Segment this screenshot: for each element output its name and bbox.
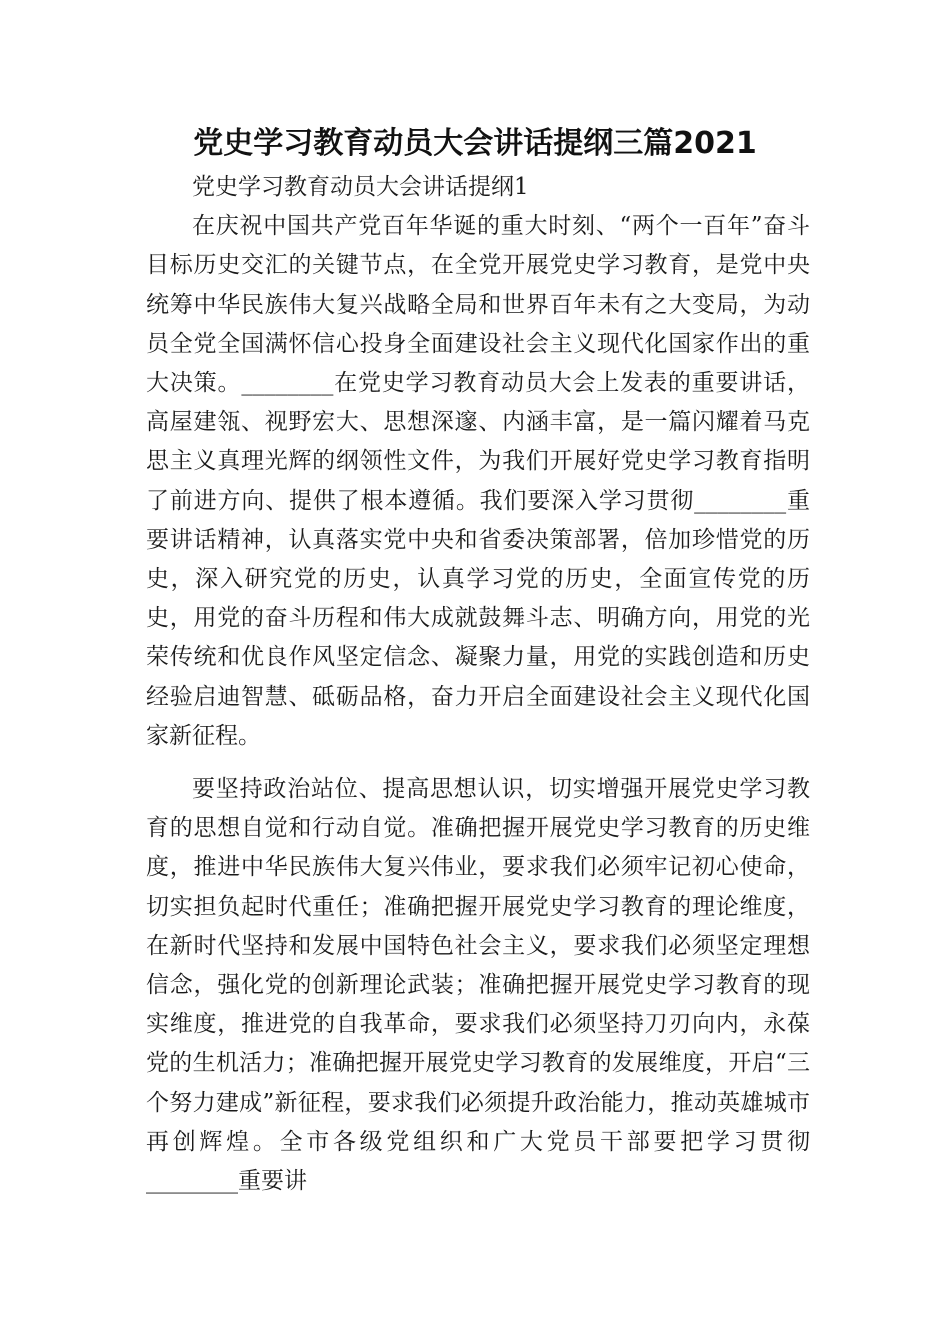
body-paragraph-2: 要坚持政治站位、提高思想认识，切实增强开展党史学习教育的思想自觉和行动自觉。准确把握开展党史学习教育的历史维度，推进中华民族伟大复兴伟业，要求我们必须牢记初心使命，切实担负起时代重任；准确把握开展党史学习教育的理论维度，在新时代坚持和发展中国特色社会主义，要求我们必须坚定理想信念，强化党的创新理论武装；准确把握开展党史学习教育的现实维度，推进党的自我革命，要求我们必须坚持刀刃向内，永葆党的生机活力；准确把握开展党史学习教育的发展维度，开启“三个努力建成”新征程，要求我们必须提升政治能力，推动英雄城市再创辉煌。全市各级党组织和广大党员干部要把学习贯彻________重要讲	[146, 776, 810, 1195]
document-title: 党史学习教育动员大会讲话提纲三篇2021	[193, 126, 757, 161]
document-body	[146, 168, 810, 1201]
body-paragraph-1: 在庆祝中国共产党百年华诞的重大时刻、“两个一百年”奋斗目标历史交汇的关键节点，在全党开展党史学习教育，是党中央统筹中华民族伟大复兴战略全局和世界百年未有之大变局，为动员全党全国满怀信心投身全面建设社会主义现代化国家作出的重大决策。________在党史学习教育动员大会上发表的重要讲话，高屋建瓴、视野宏大、思想深邃、内涵丰富，是一篇闪耀着马克思主义真理光辉的纲领性文件，为我们开展好党史学习教育指明了前进方向、提供了根本遵循。我们要深入学习贯彻________重要讲话精神，认真落实党中央和省委决策部署，倍加珍惜党的历史，深入研究党的历史，认真学习党的历史，全面宣传党的历史，用党的奋斗历程和伟大成就鼓舞斗志、明确方向，用党的光荣传统和优良作风坚定信念、凝聚力量，用党的实践创造和历史经验启迪智慧、砥砺品格，奋力开启全面建设社会主义现代化国家新征程。	[146, 213, 810, 749]
section-subheading: 党史学习教育动员大会讲话提纲1	[192, 174, 529, 200]
